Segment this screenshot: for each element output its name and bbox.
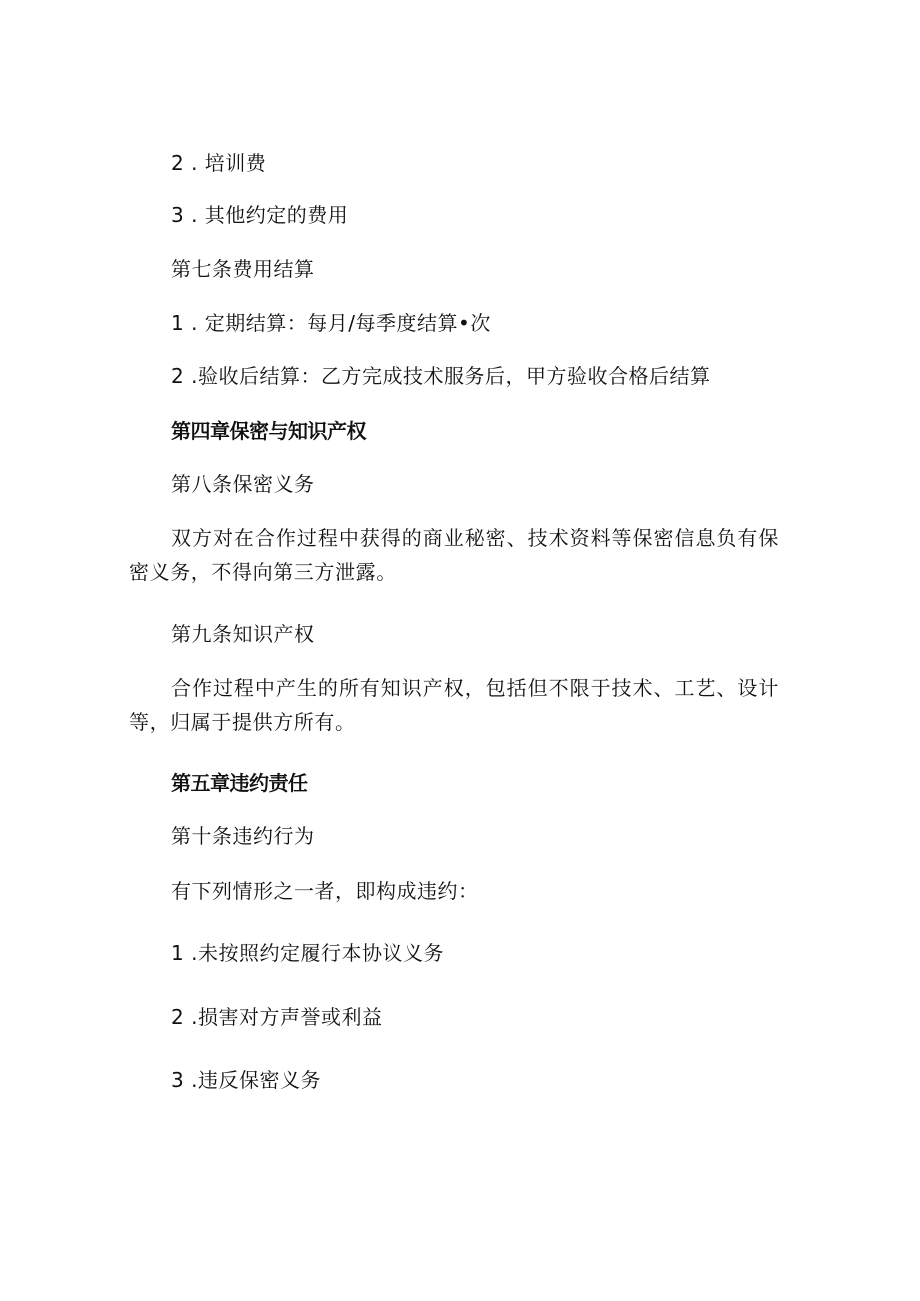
breach-intro: 有下列情形之一者，即构成违约： — [171, 879, 479, 903]
list-item-other-fees: 3 . 其他约定的费用 — [171, 203, 349, 227]
list-item-breach-2: 2 .损害对方声誉或利益 — [171, 1005, 383, 1029]
list-item-breach-1: 1 .未按照约定履行本协议义务 — [171, 941, 444, 965]
list-item-acceptance-settlement: 2 .验收后结算：乙方完成技术服务后，甲方验收合格后结算 — [171, 364, 711, 388]
article-10-title: 第十条违约行为 — [171, 824, 315, 848]
list-item-breach-3: 3 .违反保密义务 — [171, 1068, 321, 1092]
article-7-title: 第七条费用结算 — [171, 257, 315, 281]
chapter-5-heading: 第五章违约责任 — [171, 771, 308, 795]
list-item-training-fee: 2 . 培训费 — [171, 151, 267, 175]
article-8-paragraph: 双方对在合作过程中获得的商业秘密、技术资料等保密信息负有保密义务，不得向第三方泄露。 — [129, 526, 779, 584]
chapter-4-heading: 第四章保密与知识产权 — [171, 419, 366, 443]
article-8-title: 第八条保密义务 — [171, 472, 315, 496]
article-9-title: 第九条知识产权 — [171, 622, 315, 646]
list-item-periodic-settlement: 1 . 定期结算：每月/每季度结算•次 — [171, 311, 491, 335]
article-9-paragraph: 合作过程中产生的所有知识产权，包括但不限于技术、工艺、设计等，归属于提供方所有。 — [129, 676, 779, 734]
